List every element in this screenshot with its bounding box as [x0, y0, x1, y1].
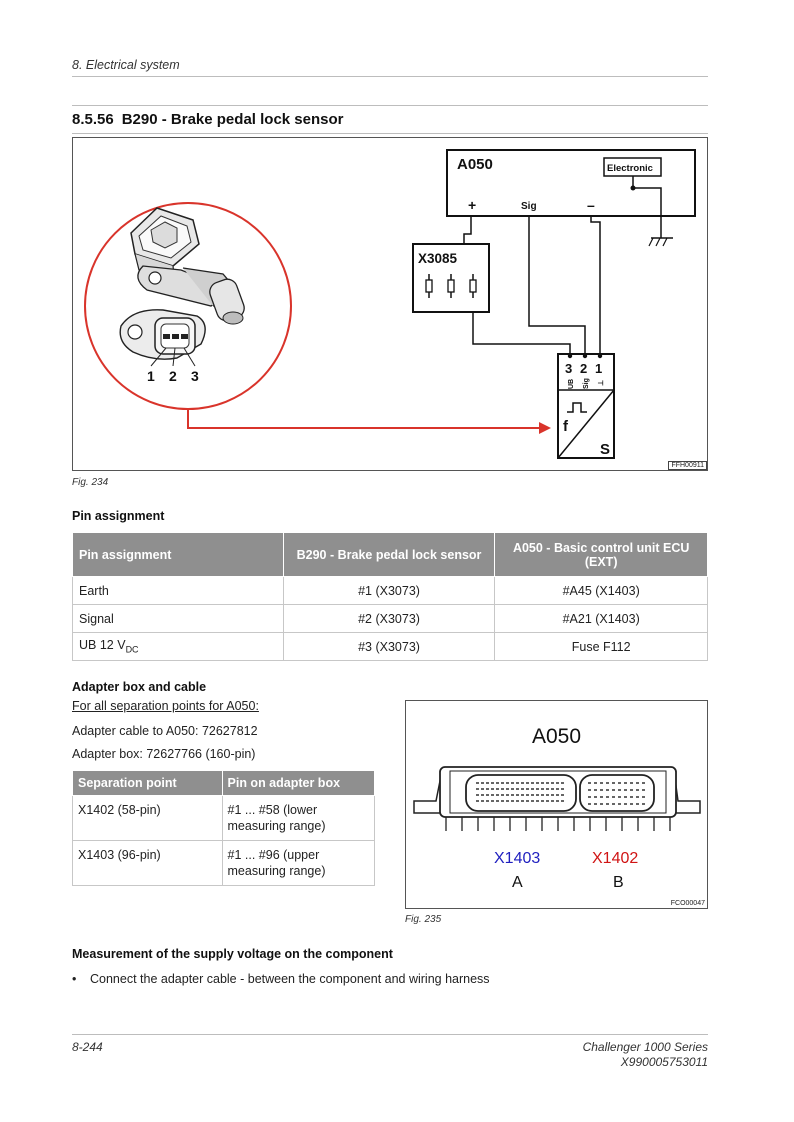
column-header: B290 - Brake pedal lock sensor	[283, 533, 495, 577]
connector-x1403-label: X1403	[494, 850, 541, 867]
connector-letter-b: B	[613, 874, 624, 891]
connector-b	[580, 775, 654, 811]
ecu-minus-label: –	[587, 197, 595, 213]
figure-code: FFH00911	[668, 461, 707, 470]
connector-pin-1: 1	[147, 368, 155, 384]
adapter-pin: #1 ... #58 (lower measuring range)	[222, 796, 374, 841]
footer-doc-number: X990005753011	[620, 1055, 708, 1069]
adapter-note: For all separation points for A050:	[72, 699, 259, 713]
connector-pin-3: 3	[191, 368, 199, 384]
plus-wire	[464, 216, 471, 244]
ecu-connector-figure	[405, 700, 708, 909]
section-number: 8.5.56	[72, 111, 114, 128]
figure-caption: Fig. 235	[405, 914, 442, 925]
pin-name-text: UB 12 V	[79, 638, 126, 653]
footer-rule	[72, 1034, 708, 1035]
connector-letter-a: A	[512, 874, 523, 891]
adapter-cable: Adapter cable to A050: 72627812	[72, 724, 258, 738]
chapter-header: 8. Electrical system	[72, 58, 180, 72]
separation-table	[72, 770, 375, 886]
bullet-text: Connect the adapter cable - between the component and wiring harness	[90, 972, 490, 986]
column-header: Separation point	[73, 771, 223, 796]
footer-series: Challenger 1000 Series	[582, 1040, 708, 1054]
sensor-pin: #2 (X3073)	[283, 605, 495, 633]
pin-assignment-table	[72, 532, 708, 661]
bullet-icon: •	[72, 972, 77, 986]
sensor-pin-3: 3	[565, 361, 573, 376]
ecu-title: A050	[532, 725, 582, 748]
wiring-diagram	[73, 138, 707, 470]
ecu-pin: #A45 (X1403)	[495, 577, 708, 605]
column-header: A050 - Basic control unit ECU (EXT)	[495, 533, 708, 577]
adapter-box: Adapter box: 72627766 (160-pin)	[72, 747, 256, 761]
pin-name	[73, 633, 284, 661]
page-number: 8-244	[72, 1040, 103, 1054]
sensor-pin-2: 2	[580, 361, 588, 376]
pin-name-subscript: DC	[125, 644, 139, 655]
ecu-label: A050	[457, 156, 493, 173]
figure-caption: Fig. 234	[72, 477, 109, 488]
separation-point: X1403 (96-pin)	[73, 841, 223, 886]
ecu-pin: #A21 (X1403)	[495, 605, 708, 633]
measurement-bullet	[72, 972, 490, 986]
sensor-s-label: S	[600, 441, 611, 458]
ecu-plus-label: +	[468, 197, 477, 213]
ub-wire	[473, 312, 570, 356]
electronic-label: Electronic	[607, 163, 653, 174]
column-header: Pin assignment	[73, 533, 284, 577]
table-row	[73, 577, 708, 605]
ecu-pin: Fuse F112	[495, 633, 708, 661]
pin-assignment-heading: Pin assignment	[72, 509, 165, 523]
table-row	[73, 605, 708, 633]
pin-name: Signal	[73, 605, 284, 633]
connector-a	[466, 775, 576, 811]
pin-name: Earth	[73, 577, 284, 605]
table-row	[73, 633, 708, 661]
signal-wire	[529, 216, 585, 356]
sensor-pin-label-earth: ⊥	[598, 379, 605, 386]
measurement-heading: Measurement of the supply voltage on the component	[72, 947, 393, 961]
section-top-rule	[72, 105, 708, 106]
adapter-pin: #1 ... #96 (upper measuring range)	[222, 841, 374, 886]
arrow-head-icon	[539, 422, 551, 434]
ecu-sig-label: Sig	[521, 201, 537, 212]
table-row	[73, 796, 375, 841]
connector-x1402-label: X1402	[592, 850, 639, 867]
sensor-pin-label-ub: UB	[568, 378, 575, 389]
table-row	[73, 841, 375, 886]
wiring-diagram-figure	[72, 137, 708, 471]
fuse-box-label: X3085	[418, 251, 458, 266]
figure-code: FCO00047	[670, 900, 705, 907]
column-header: Pin on adapter box	[222, 771, 374, 796]
adapter-heading: Adapter box and cable	[72, 680, 207, 694]
sensor-pin: #1 (X3073)	[283, 577, 495, 605]
section-name: B290 - Brake pedal lock sensor	[121, 111, 344, 128]
ecu-pins	[446, 817, 670, 831]
earth-wire	[591, 216, 600, 356]
sensor-pin-1: 1	[595, 361, 603, 376]
sensor-pin-label-sig: Sig	[583, 378, 590, 389]
sensor-pin: #3 (X3073)	[283, 633, 495, 661]
callout-arrow	[188, 409, 541, 428]
header-rule	[72, 76, 708, 77]
ecu-connector-diagram	[406, 701, 707, 908]
separation-point: X1402 (58-pin)	[73, 796, 223, 841]
sensor-f-label: f	[563, 418, 568, 435]
section-bottom-rule	[72, 133, 708, 134]
connector-pin-2: 2	[169, 368, 177, 384]
section-title	[72, 111, 344, 128]
